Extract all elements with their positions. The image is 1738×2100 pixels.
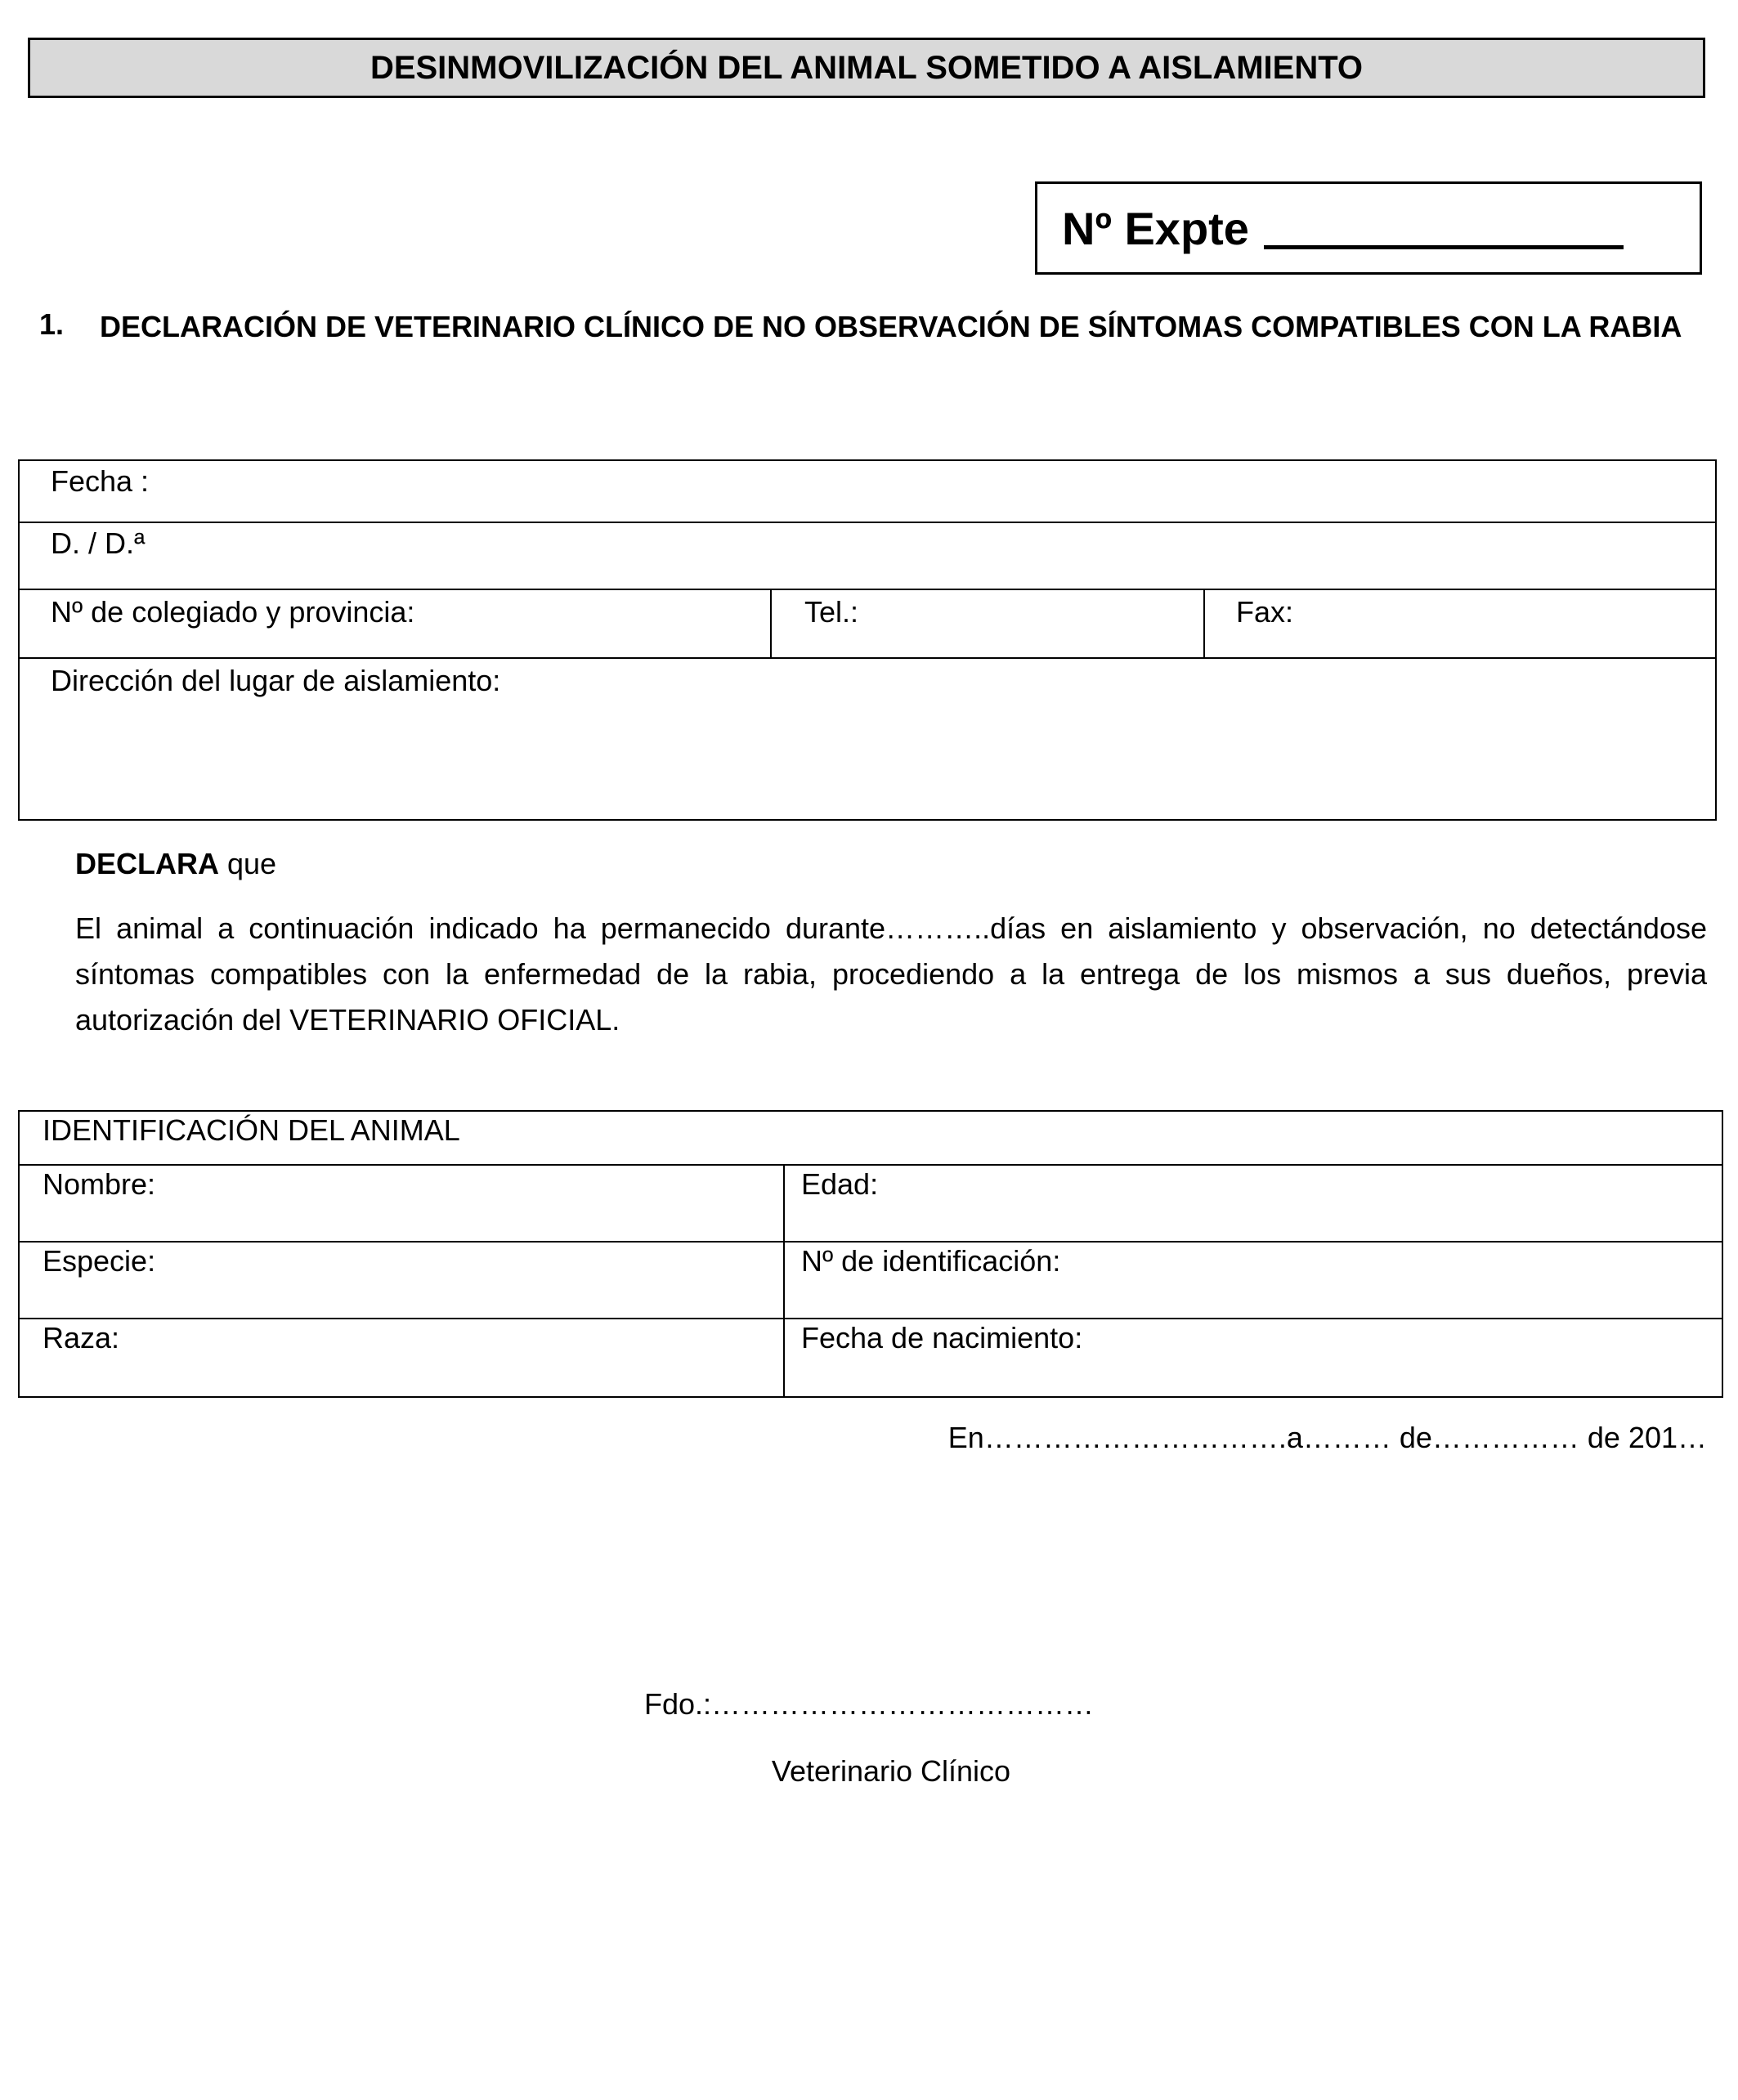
row-divider	[20, 657, 1715, 659]
fecha-field[interactable]: Fecha :	[51, 464, 150, 498]
place-date-line: En………………………….a……… de…………… de 201…	[947, 1421, 1707, 1454]
animal-identification-table	[18, 1110, 1723, 1398]
fax-field[interactable]: Fax:	[1236, 595, 1294, 629]
expediente-box	[1035, 181, 1702, 275]
animal-nacimiento-field[interactable]: Fecha de nacimiento:	[801, 1321, 1083, 1354]
signature-role: Veterinario Clínico	[771, 1754, 1011, 1788]
row-divider	[20, 1318, 1722, 1319]
animal-edad-field[interactable]: Edad:	[801, 1167, 879, 1201]
animal-especie-field[interactable]: Especie:	[43, 1244, 156, 1278]
animal-header: IDENTIFICACIÓN DEL ANIMAL	[43, 1113, 460, 1147]
row-divider	[20, 1164, 1722, 1166]
animal-raza-field[interactable]: Raza:	[43, 1321, 120, 1354]
expediente-label: Nº Expte	[1062, 202, 1249, 254]
row-divider	[20, 1241, 1722, 1243]
veterinarian-form	[18, 459, 1717, 821]
colegiado-field[interactable]: Nº de colegiado y provincia:	[51, 595, 415, 629]
signature-line: Fdo.:…………………………………	[643, 1687, 1095, 1721]
row-divider	[20, 589, 1715, 590]
section-number: 1.	[39, 307, 65, 341]
direccion-field[interactable]: Dirección del lugar de aislamiento:	[51, 664, 501, 697]
declara-rest: que	[219, 847, 277, 880]
declara-keyword: DECLARA	[75, 847, 219, 880]
column-divider	[770, 589, 772, 657]
column-divider	[1203, 589, 1205, 657]
tel-field[interactable]: Tel.:	[804, 595, 859, 629]
document-title: DESINMOVILIZACIÓN DEL ANIMAL SOMETIDO A AISLAMIENTO	[370, 49, 1364, 86]
declaration-paragraph: El animal a continuación indicado ha permanecido durante………..días en aislamiento y observación, no detectándose síntomas compatibles con la enfermedad de la rabia, procediendo a la entrega de los mismos a sus dueños, previa autorización del VETERINARIO OFICIAL.	[75, 911, 1707, 1037]
nombre-veterinario-field[interactable]: D. / D.ª	[51, 526, 146, 560]
column-divider	[783, 1164, 785, 1398]
document-title-box	[28, 38, 1705, 98]
row-divider	[20, 522, 1715, 523]
expediente-field[interactable]	[1264, 208, 1624, 249]
animal-nombre-field[interactable]: Nombre:	[43, 1167, 156, 1201]
declara-line	[75, 847, 276, 881]
section-title: DECLARACIÓN DE VETERINARIO CLÍNICO DE NO OBSERVACIÓN DE SÍNTOMAS COMPATIBLES CON LA RABIA	[100, 310, 1682, 343]
animal-identificacion-field[interactable]: Nº de identificación:	[801, 1244, 1061, 1278]
